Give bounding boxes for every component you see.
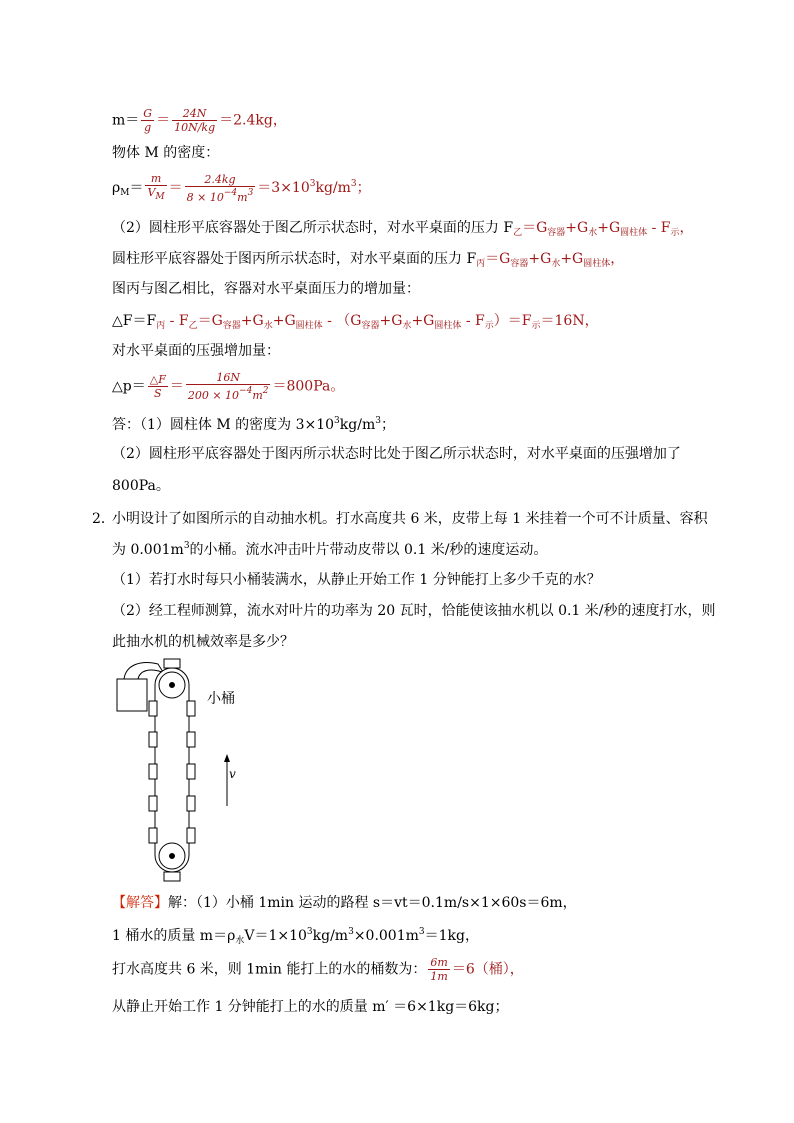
force-increase-formula: $\triangle F=F_丙 - F_乙=G_{容器}+G_水+G_{圆柱体} - (G_{容器}+G_水+G_{圆柱体} - F_示)=F_示=16N$， <box>112 313 599 331</box>
frac-denominator: $8 \times 10^{-4}m^3$ <box>186 187 254 204</box>
bucket-label: 小桶 <box>207 691 235 707</box>
bucket-count-fraction: $\frac{6m}{1m}$ <box>430 956 448 983</box>
mass-pre: m＝ <box>112 112 140 129</box>
problem-line2: 为 $0.001m^3$的小桶。流水冲击叶片带动皮带以 0.1 米/秒的速度运动。 <box>112 541 548 558</box>
density-result: $=3\times 10^3kg/m^3$； <box>257 179 371 196</box>
frac-numerator: G <box>143 107 153 120</box>
problem-line1: 小明设计了如图所示的自动抽水机。打水高度共 6 米，皮带上每 1 米挂着一个可不计质量、容积 <box>112 511 708 527</box>
g-over-g-fraction <box>141 107 154 134</box>
pressure-increase-heading: 对水平桌面的压强增加量： <box>112 343 280 359</box>
answer-tag: 【解答】 <box>112 895 168 911</box>
frac-numerator: 24N <box>172 107 217 121</box>
weight-fraction <box>172 107 217 134</box>
pressure-increase-formula: △p＝ $\frac{\triangle F}{S}$ ＝ $\frac{16N}{200 \times 10^{-4}m^2}$ ＝800Pa。 <box>112 371 345 402</box>
water-pump-figure <box>110 656 270 886</box>
answer-part2-value: 800Pa。 <box>112 478 170 494</box>
frac-denominator: 10N/kg <box>174 121 216 134</box>
mass-result: ＝2.4kg， <box>219 112 287 129</box>
question-2b: 此抽水机的机械效率是多少？ <box>112 634 294 650</box>
equals: ＝ <box>156 112 171 129</box>
density-formula-line <box>112 172 371 204</box>
force-over-area-fraction: $\frac{\triangle F}{S}$ <box>149 373 166 400</box>
answer-part2: （2）圆柱形平底容器处于图丙所示状态时比处于图乙所示状态时，对水平桌面的压强增加了 <box>112 446 681 462</box>
force-increase-heading: 图丙与图乙相比，容器对水平桌面压力的增加量： <box>112 281 420 297</box>
density-value-fraction <box>185 173 256 204</box>
frac-numerator: 2.4kg <box>185 173 256 187</box>
answer-part1: 答：（1）圆柱体 M 的密度为 $3\times 10^3kg/m^3$； <box>112 416 395 433</box>
answer-line1: 【解答】解：（1）小桶 1min 运动的路程 s＝vt＝0.1m/s×1×60s＝6m， <box>112 895 577 911</box>
question-2a: （2）经工程师测算，流水对叶片的功率为 20 瓦时，恰能使该抽水机以 0.1 米/秒的速度打水，则 <box>112 603 716 619</box>
mass-formula-line <box>112 107 287 134</box>
pressure-value-fraction: $\frac{16N}{200 \times 10^{-4}m^2}$ <box>187 371 269 402</box>
answer-line3: 打水高度共 6 米，则 1min 能打上的水的桶数为： $\frac{6m}{1m}$ ＝6（桶）， <box>112 956 524 983</box>
answer-line2: 1 桶水的质量 $m=\rho_水V=1\times 10^3kg/m^3\times 0.001m^3=1kg$， <box>112 927 479 946</box>
rho-symbol: ρ <box>112 180 121 196</box>
density-heading: 物体 M 的密度： <box>112 145 220 161</box>
velocity-label: v <box>229 767 236 781</box>
equals: ＝ <box>168 180 183 196</box>
m-over-v-fraction <box>145 172 166 204</box>
problem-number: 2． <box>92 511 115 527</box>
frac-numerator: m <box>145 172 166 186</box>
rho-subscript: M <box>120 188 130 198</box>
frac-denominator: $V_M$ <box>147 186 165 202</box>
pressure-force-yi-line: （2）圆柱形平底容器处于图乙所示状态时，对水平桌面的压力 $F_乙=G_{容器}+G_水+G_{圆柱体} - F_示$， <box>112 220 694 238</box>
answer-line4: 从静止开始工作 1 分钟能打上的水的质量 m′ ＝6×1kg＝6kg； <box>112 999 509 1015</box>
pressure-force-bing-line: 圆柱形平底容器处于图丙所示状态时，对水平桌面的压力 $F_丙=G_{容器}+G_水+G_{圆柱体}$， <box>112 251 625 269</box>
equals: ＝ <box>129 180 144 196</box>
question-1: （1）若打水时每只小桶装满水，从静止开始工作 1 分钟能打上多少千克的水？ <box>112 572 601 588</box>
frac-denominator: g <box>144 121 152 134</box>
